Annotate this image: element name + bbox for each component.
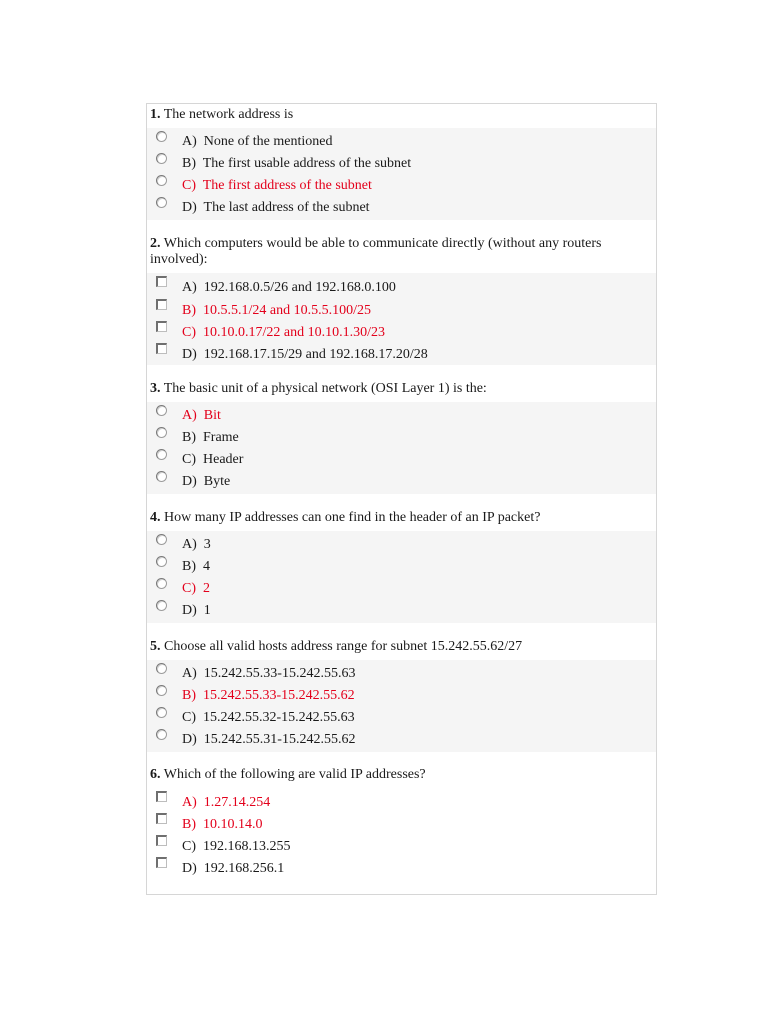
question-number: 1. (150, 107, 161, 122)
option-text: D) 192.168.256.1 (182, 861, 285, 876)
option-text: D) 192.168.17.15/29 and 192.168.17.20/28 (182, 347, 428, 362)
option-text: B) The first usable address of the subnet (182, 156, 412, 171)
option-list (147, 128, 656, 220)
option-text: D) 15.242.55.31-15.242.55.62 (182, 732, 356, 747)
option-text: C) 192.168.13.255 (182, 839, 291, 854)
question-text (147, 766, 656, 784)
question-4 (147, 509, 656, 623)
option-list (147, 273, 656, 365)
option-c[interactable] (147, 318, 656, 340)
question-text (147, 509, 656, 527)
question-prompt: Choose all valid hosts address range for subnet 15.242.55.62/27 (164, 639, 523, 654)
checkbox[interactable] (156, 835, 167, 846)
radio-button[interactable] (156, 405, 167, 416)
option-text: D) 1 (182, 603, 211, 618)
option-text: C) 2 (182, 581, 210, 596)
question-number: 6. (150, 767, 161, 782)
option-list (147, 531, 656, 623)
radio-button[interactable] (156, 471, 167, 482)
question-number: 3. (150, 381, 161, 396)
radio-button[interactable] (156, 175, 167, 186)
option-a[interactable] (147, 402, 656, 424)
option-text: C) 15.242.55.32-15.242.55.63 (182, 710, 355, 725)
checkbox[interactable] (156, 857, 167, 868)
radio-button[interactable] (156, 600, 167, 611)
radio-button[interactable] (156, 153, 167, 164)
option-b[interactable] (147, 553, 656, 575)
checkbox[interactable] (156, 813, 167, 824)
option-text: C) Header (182, 452, 244, 467)
radio-button[interactable] (156, 449, 167, 460)
option-c[interactable] (147, 704, 656, 726)
question-prompt: How many IP addresses can one find in the header of an IP packet? (164, 510, 541, 525)
option-d[interactable] (147, 726, 656, 748)
option-text: B) Frame (182, 430, 239, 445)
question-3 (147, 380, 656, 494)
question-prompt: Which computers would be able to communicate directly (without any routers involved): (150, 236, 602, 267)
option-a[interactable] (147, 273, 656, 296)
option-c[interactable] (147, 172, 656, 194)
checkbox[interactable] (156, 321, 167, 332)
question-text (147, 235, 654, 269)
option-text: A) Bit (182, 408, 221, 423)
question-2 (147, 235, 656, 365)
question-prompt: The network address is (163, 107, 294, 122)
option-d[interactable] (147, 597, 656, 619)
question-text (147, 380, 656, 398)
radio-button[interactable] (156, 729, 167, 740)
option-list (147, 402, 656, 494)
question-1 (147, 106, 656, 220)
option-b[interactable] (147, 150, 656, 172)
option-a[interactable] (147, 788, 656, 810)
radio-button[interactable] (156, 685, 167, 696)
radio-button[interactable] (156, 131, 167, 142)
quiz-panel (146, 103, 657, 895)
option-list (147, 788, 656, 880)
question-text (147, 106, 656, 124)
option-text: C) 10.10.0.17/22 and 10.10.1.30/23 (182, 325, 385, 340)
radio-button[interactable] (156, 663, 167, 674)
option-d[interactable] (147, 468, 656, 490)
option-text: D) Byte (182, 474, 231, 489)
option-b[interactable] (147, 682, 656, 704)
option-text: A) 3 (182, 537, 211, 552)
option-text: B) 10.10.14.0 (182, 817, 263, 832)
question-text (147, 638, 656, 656)
checkbox[interactable] (156, 276, 167, 287)
option-text: B) 10.5.5.1/24 and 10.5.5.100/25 (182, 303, 371, 318)
option-c[interactable] (147, 832, 656, 854)
option-text: A) 192.168.0.5/26 and 192.168.0.100 (182, 280, 396, 295)
question-prompt: Which of the following are valid IP addresses? (163, 767, 426, 782)
question-prompt: The basic unit of a physical network (OSI Layer 1) is the: (163, 381, 487, 396)
option-text: A) 1.27.14.254 (182, 795, 271, 810)
option-text: B) 4 (182, 559, 210, 574)
option-text: A) 15.242.55.33-15.242.55.63 (182, 666, 356, 681)
option-b[interactable] (147, 424, 656, 446)
radio-button[interactable] (156, 427, 167, 438)
option-text: C) The first address of the subnet (182, 178, 372, 193)
option-a[interactable] (147, 531, 656, 553)
radio-button[interactable] (156, 197, 167, 208)
option-d[interactable] (147, 854, 656, 876)
radio-button[interactable] (156, 578, 167, 589)
radio-button[interactable] (156, 534, 167, 545)
option-d[interactable] (147, 340, 656, 363)
option-c[interactable] (147, 446, 656, 468)
option-text: D) The last address of the subnet (182, 200, 370, 215)
option-text: A) None of the mentioned (182, 134, 333, 149)
option-a[interactable] (147, 128, 656, 150)
question-number: 5. (150, 639, 161, 654)
option-c[interactable] (147, 575, 656, 597)
checkbox[interactable] (156, 791, 167, 802)
question-5 (147, 638, 656, 752)
option-list (147, 660, 656, 752)
question-6 (147, 766, 656, 880)
question-number: 4. (150, 510, 161, 525)
option-text: B) 15.242.55.33-15.242.55.62 (182, 688, 355, 703)
radio-button[interactable] (156, 707, 167, 718)
option-d[interactable] (147, 194, 656, 216)
option-b[interactable] (147, 810, 656, 832)
option-a[interactable] (147, 660, 656, 682)
option-b[interactable] (147, 296, 656, 318)
question-number: 2. (150, 236, 161, 251)
checkbox[interactable] (156, 343, 167, 354)
radio-button[interactable] (156, 556, 167, 567)
checkbox[interactable] (156, 299, 167, 310)
